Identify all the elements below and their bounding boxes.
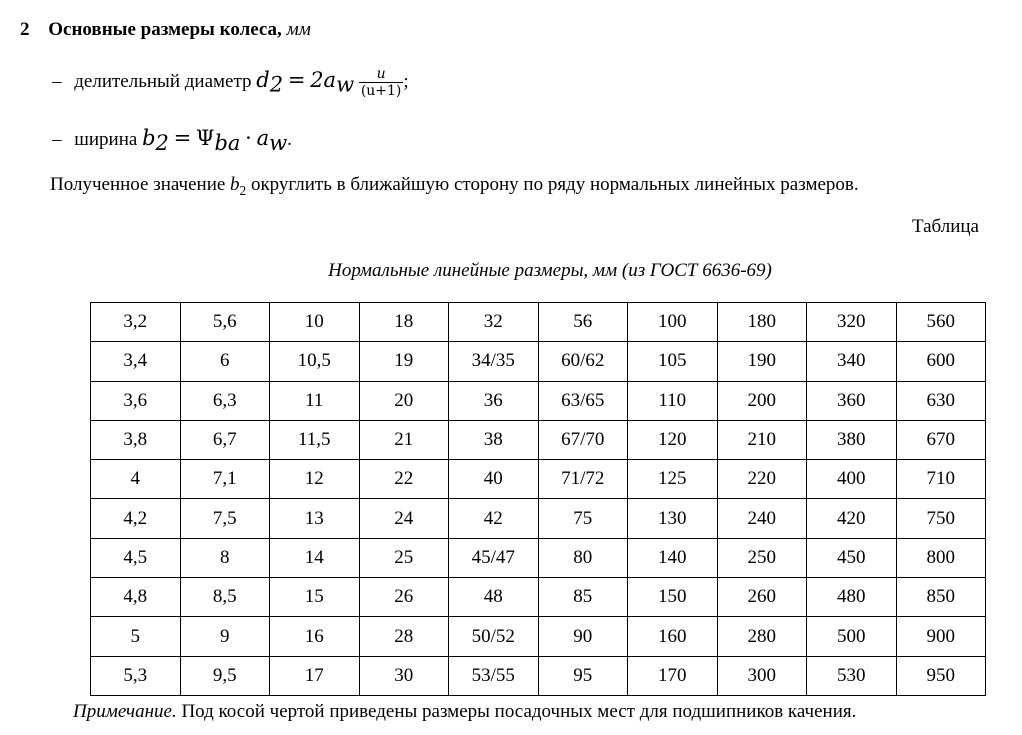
table-caption: Нормальные линейные размеры, мм (из ГОСТ 6636-69) [328, 260, 772, 281]
formula-sub: 2 [269, 72, 284, 97]
table-cell: 4 [91, 460, 181, 499]
table-row [91, 420, 986, 459]
table-cell: 15 [270, 578, 360, 617]
table-cell: 8,5 [180, 578, 270, 617]
table-cell: 280 [717, 617, 807, 656]
table-cell: 11,5 [270, 420, 360, 459]
table-row [91, 578, 986, 617]
table-cell: 11 [270, 381, 360, 420]
fraction-numerator: u [359, 66, 404, 83]
table-cell: 25 [359, 538, 449, 577]
formula-sub: ba [214, 130, 241, 155]
table-cell: 100 [628, 303, 718, 342]
table-cell: 670 [896, 420, 986, 459]
table-cell: 67/70 [538, 420, 628, 459]
formula-var: b [142, 126, 156, 150]
note-label: Примечание. [73, 701, 177, 722]
section-unit: мм [286, 19, 311, 40]
item-width [52, 126, 292, 155]
table-cell: 75 [538, 499, 628, 538]
table-cell: 60/62 [538, 342, 628, 381]
table-cell: 16 [270, 617, 360, 656]
note-text: Под косой чертой приведены размеры посадочных мест для подшипников качения. [181, 701, 857, 722]
table-cell: 170 [628, 656, 718, 695]
table-cell: 200 [717, 381, 807, 420]
formula-dot: · [245, 126, 252, 150]
table-cell: 28 [359, 617, 449, 656]
table-cell: 36 [449, 381, 539, 420]
table-cell: 340 [807, 342, 897, 381]
table-cell: 400 [807, 460, 897, 499]
table-cell: 90 [538, 617, 628, 656]
table-cell: 5,6 [180, 303, 270, 342]
table-label: Таблица [911, 216, 979, 237]
table-cell: 19 [359, 342, 449, 381]
table-cell: 17 [270, 656, 360, 695]
table-cell: 7,5 [180, 499, 270, 538]
table-row [91, 656, 986, 695]
table-cell: 180 [717, 303, 807, 342]
table-row [91, 303, 986, 342]
table-cell: 950 [896, 656, 986, 695]
formula-coef: 2a [310, 67, 337, 92]
table-cell: 125 [628, 460, 718, 499]
table-cell: 480 [807, 578, 897, 617]
table-cell: 9 [180, 617, 270, 656]
table-cell: 260 [717, 578, 807, 617]
table-cell: 220 [717, 460, 807, 499]
formula-eq: = [173, 126, 192, 150]
dash: – [52, 129, 62, 150]
formula-fraction [359, 66, 404, 99]
table-row [91, 617, 986, 656]
formula-psi: Ψ [196, 126, 215, 150]
table-cell: 710 [896, 460, 986, 499]
table-cell: 630 [896, 381, 986, 420]
table-cell: 10 [270, 303, 360, 342]
section-title: Основные размеры колеса, [48, 19, 282, 40]
table-cell: 6 [180, 342, 270, 381]
table-cell: 45/47 [449, 538, 539, 577]
table-cell: 750 [896, 499, 986, 538]
section-number: 2 [20, 19, 30, 40]
table-cell: 600 [896, 342, 986, 381]
formula-end: ; [403, 70, 409, 92]
table-cell: 140 [628, 538, 718, 577]
table-cell: 300 [717, 656, 807, 695]
section-heading [20, 19, 311, 41]
table-cell: 10,5 [270, 342, 360, 381]
paragraph [50, 174, 859, 199]
table-cell: 120 [628, 420, 718, 459]
table-cell: 160 [628, 617, 718, 656]
table-cell: 190 [717, 342, 807, 381]
table-cell: 3,8 [91, 420, 181, 459]
table-cell: 130 [628, 499, 718, 538]
formula-sub: 2 [155, 130, 169, 155]
table-cell: 210 [717, 420, 807, 459]
formula-sub: w [336, 72, 355, 97]
paragraph-text: округлить в ближайшую сторону по ряду нормальных линейных размеров. [250, 174, 859, 195]
table-cell: 85 [538, 578, 628, 617]
table-row [91, 460, 986, 499]
table-row [91, 381, 986, 420]
table-cell: 20 [359, 381, 449, 420]
table-note [73, 701, 856, 723]
table-cell: 32 [449, 303, 539, 342]
table-cell: 105 [628, 342, 718, 381]
table-cell: 50/52 [449, 617, 539, 656]
table-cell: 34/35 [449, 342, 539, 381]
table-cell: 80 [538, 538, 628, 577]
table-cell: 71/72 [538, 460, 628, 499]
table-cell: 22 [359, 460, 449, 499]
formula-sub: w [269, 130, 288, 155]
item-label: делительный диаметр [74, 70, 252, 92]
table-cell: 250 [717, 538, 807, 577]
table-cell: 26 [359, 578, 449, 617]
table-row [91, 538, 986, 577]
table-cell: 4,5 [91, 538, 181, 577]
table-cell: 63/65 [538, 381, 628, 420]
table-cell: 7,1 [180, 460, 270, 499]
table-cell: 21 [359, 420, 449, 459]
table-cell: 56 [538, 303, 628, 342]
table-cell: 9,5 [180, 656, 270, 695]
table-cell: 380 [807, 420, 897, 459]
table-cell: 95 [538, 656, 628, 695]
table-cell: 4,8 [91, 578, 181, 617]
table-cell: 110 [628, 381, 718, 420]
table-row [91, 499, 986, 538]
table-cell: 24 [359, 499, 449, 538]
table-cell: 900 [896, 617, 986, 656]
table-cell: 800 [896, 538, 986, 577]
table-cell: 6,7 [180, 420, 270, 459]
table-row [91, 342, 986, 381]
table-cell: 3,6 [91, 381, 181, 420]
table-cell: 500 [807, 617, 897, 656]
table-cell: 53/55 [449, 656, 539, 695]
table-cell: 5,3 [91, 656, 181, 695]
table-cell: 12 [270, 460, 360, 499]
formula-eq: = [287, 67, 306, 92]
paragraph-sub: 2 [239, 182, 247, 198]
table-cell: 6,3 [180, 381, 270, 420]
table-cell: 40 [449, 460, 539, 499]
table-cell: 38 [449, 420, 539, 459]
table-cell: 13 [270, 499, 360, 538]
sizes-table [90, 302, 986, 696]
table-cell: 150 [628, 578, 718, 617]
table-cell: 3,4 [91, 342, 181, 381]
formula-var: d [256, 67, 270, 92]
table-cell: 14 [270, 538, 360, 577]
table-cell: 420 [807, 499, 897, 538]
paragraph-text: Полученное значение [50, 174, 226, 195]
table-cell: 8 [180, 538, 270, 577]
table-cell: 850 [896, 578, 986, 617]
table-cell: 5 [91, 617, 181, 656]
item-diameter [52, 66, 409, 99]
item-label: ширина [74, 129, 138, 150]
paragraph-var: b [230, 174, 240, 195]
formula-var: a [256, 126, 270, 150]
table-cell: 360 [807, 381, 897, 420]
table-cell: 42 [449, 499, 539, 538]
dash: – [52, 70, 62, 92]
table-cell: 240 [717, 499, 807, 538]
table-cell: 48 [449, 578, 539, 617]
table-cell: 3,2 [91, 303, 181, 342]
fraction-denominator: (u+1) [360, 83, 402, 99]
table-cell: 530 [807, 656, 897, 695]
table-cell: 450 [807, 538, 897, 577]
table-cell: 18 [359, 303, 449, 342]
formula-end: . [287, 129, 292, 150]
table-cell: 320 [807, 303, 897, 342]
table-cell: 30 [359, 656, 449, 695]
table-cell: 560 [896, 303, 986, 342]
table-cell: 4,2 [91, 499, 181, 538]
